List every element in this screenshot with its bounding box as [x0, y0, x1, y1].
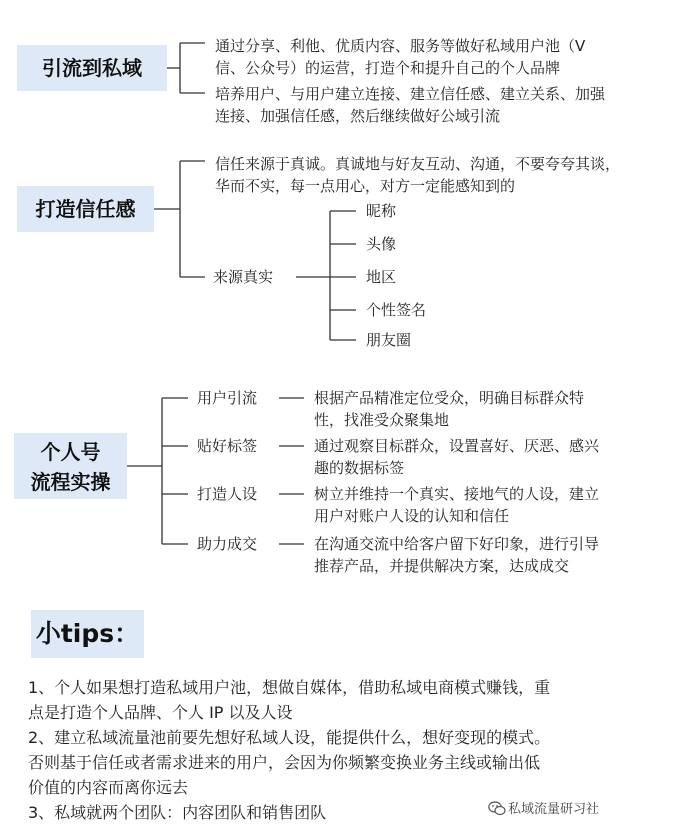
source-item-avatar: 头像: [366, 235, 397, 253]
step3-line2: 用户对账户人设的认知和信任: [314, 507, 510, 525]
step4-line1: 在沟通交流中给客户留下好印象，进行引导: [314, 535, 600, 553]
tips-line-5: 价值的内容而离你远去: [28, 778, 189, 797]
step-label-persona: 打造人设: [197, 485, 258, 503]
section1-item1-line2: 信、公众号）的运营，打造个和提升自己的个人品牌: [215, 59, 561, 77]
section-title-build-trust: 打造信任感: [17, 186, 154, 232]
tips-title: 小tips：: [31, 610, 144, 658]
source-item-nickname: 昵称: [366, 202, 397, 220]
source-item-region: 地区: [366, 268, 397, 286]
step2-line1: 通过观察目标群众，设置喜好、厌恶、感兴: [314, 437, 600, 455]
step-label-deal: 助力成交: [197, 535, 258, 553]
section2-item1-line1: 信任来源于真诚。真诚地与好友互动、沟通，不要夸夸其谈，: [215, 155, 621, 173]
step4-line2: 推荐产品，并提供解决方案，达成成交: [314, 557, 570, 575]
step1-line2: 性，找准受众聚集地: [314, 411, 450, 429]
section-title-private-traffic: 引流到私域: [17, 45, 167, 91]
section1-item1-line1: 通过分享、利他、优质内容、服务等做好私域用户池（V: [215, 37, 586, 55]
section1-item2-line1: 培养用户、与用户建立连接、建立信任感、建立关系、加强: [215, 85, 606, 103]
section1-item2-line2: 连接、加强信任感，然后继续做好公域引流: [215, 107, 501, 125]
section3-title-line1: 个人号: [40, 440, 101, 464]
source-item-moments: 朋友圈: [366, 331, 412, 349]
watermark-text: 私域流量研习社: [508, 802, 600, 817]
section2-item1-line2: 华而不实，每一点用心，对方一定能感知到的: [215, 177, 516, 195]
source-real-label: 来源真实: [213, 268, 274, 286]
step1-line1: 根据产品精准定位受众，明确目标群众特: [314, 389, 585, 407]
section3-title-line2: 流程实操: [30, 470, 111, 494]
wechat-icon: [488, 801, 506, 816]
tips-line-4: 否则基于信任或者需求进来的用户，会因为你频繁变换业务主线或输出低: [28, 753, 541, 772]
tips-line-3: 2、建立私域流量池前要先想好私域人设，能提供什么，想好变现的模式。: [28, 728, 551, 747]
step-label-tagging: 贴好标签: [197, 437, 258, 455]
section-title-personal-account: [14, 433, 127, 499]
step3-line1: 树立并维持一个真实、接地气的人设，建立: [314, 485, 600, 503]
step-label-traffic: 用户引流: [197, 389, 258, 407]
source-item-signature: 个性签名: [366, 301, 427, 319]
step2-line2: 趣的数据标签: [314, 459, 405, 477]
tips-line-2: 点是打造个人品牌、个人 IP 以及人设: [28, 703, 293, 722]
tips-line-6: 3、私域就两个团队：内容团队和销售团队: [28, 803, 327, 822]
tips-line-1: 1、个人如果想打造私域用户池，想做自媒体，借助私域电商模式赚钱，重: [28, 678, 551, 697]
